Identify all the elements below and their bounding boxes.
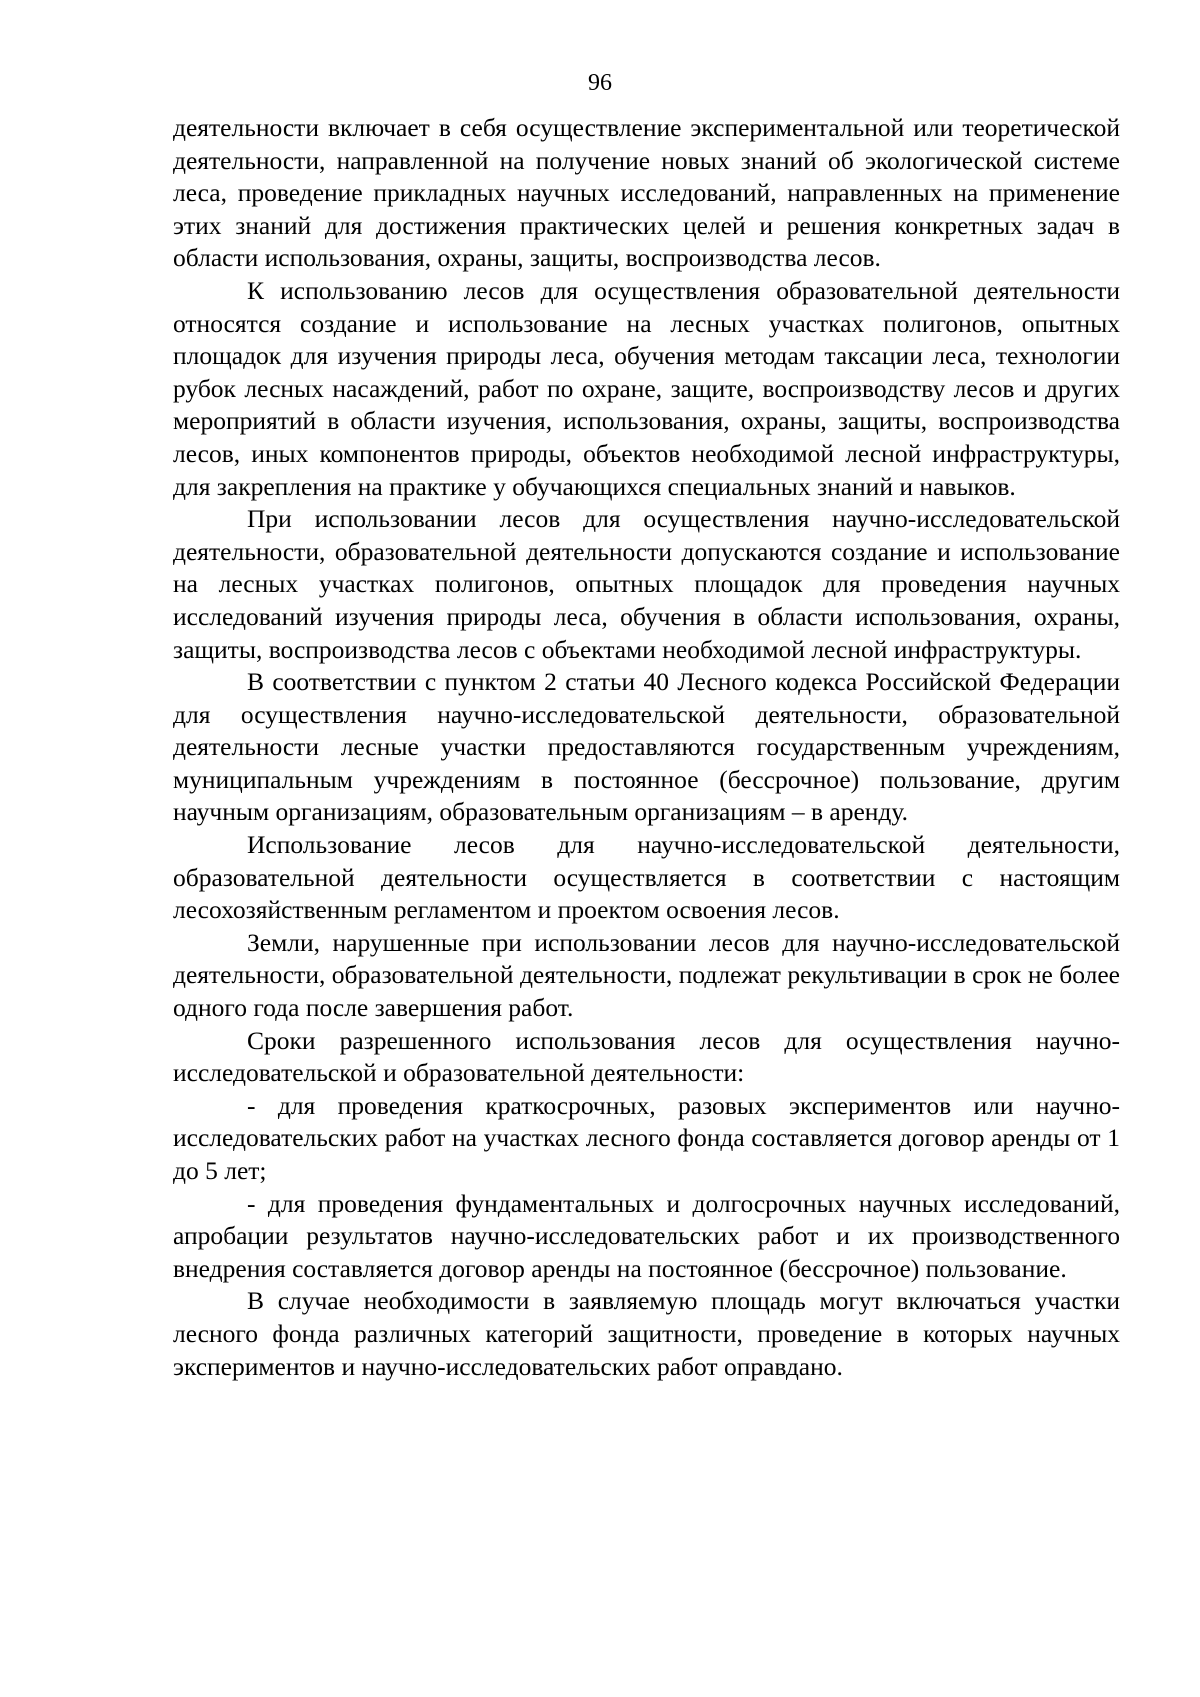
list-item-short-term: - для проведения краткосрочных, разовых экспериментов или научно-исследовательских работ на участках лесного фонда составляется договор аренды от 1 до 5 лет; xyxy=(173,1090,1120,1185)
paragraph-protection-categories: В случае необходимости в заявляемую площадь могут включаться участки лесного фонда различных категорий защитности, проведение в которых научных экспериментов и научно-исследовательских работ оправдано. xyxy=(173,1286,1120,1381)
paragraph-forest-code-article: В соответствии с пунктом 2 статьи 40 Лесного кодекса Российской Федерации для осуществления научно-исследовательской деятельности, образовательной деятельности лесные участки предоставляются государственным учреждениям, муниципальным учреждениям в постоянное (бессрочное) пользование, другим научным организациям, образовательным организациям – в аренду. xyxy=(173,667,1120,827)
paragraph-use-terms-intro: Сроки разрешенного использования лесов для осуществления научно-исследовательской и образовательной деятельности: xyxy=(173,1025,1120,1088)
list-item-long-term: - для проведения фундаментальных и долгосрочных научных исследований, апробации результатов научно-исследовательских работ и их производственного внедрения составляется договор аренды на постоянное (бессрочное) пользование. xyxy=(173,1188,1120,1283)
paragraph-regulation-compliance: Использование лесов для научно-исследовательской деятельности, образовательной деятельности осуществляется в соответствии с настоящим лесохозяйственным регламентом и проектом освоения лесов. xyxy=(173,830,1120,925)
paragraph-educational-use: К использованию лесов для осуществления образовательной деятельности относятся создание и использование на лесных участках полигонов, опытных площадок для изучения природы леса, обучения методам таксации леса, технологии рубок лесных насаждений, работ по охране, защите, воспроизводству лесов и других мероприятий в области изучения, использования, охраны, защиты, воспроизводства лесов, иных компонентов природы, объектов необходимой лесной инфраструктуры, для закрепления на практике у обучающихся специальных знаний и навыков. xyxy=(173,275,1120,501)
paragraph-research-facilities: При использовании лесов для осуществления научно-исследовательской деятельности, образовательной деятельности допускаются создание и использование на лесных участках полигонов, опытных площадок для проведения научных исследований изучения природы леса, обучения в области использования, охраны, защиты, воспроизводства лесов с объектами необходимой лесной инфраструктуры. xyxy=(173,504,1120,664)
paragraph-continuation: деятельности включает в себя осуществление экспериментальной или теоретической деятельности, направленной на получение новых знаний об экологической системе леса, проведение прикладных научных исследований, направленных на применение этих знаний для достижения практических целей и решения конкретных задач в области использования, охраны, защиты, воспроизводства лесов. xyxy=(173,113,1120,273)
paragraph-land-reclamation: Земли, нарушенные при использовании лесов для научно-исследовательской деятельности, образовательной деятельности, подлежат рекультивации в срок не более одного года после завершения работ. xyxy=(173,927,1120,1023)
page-number: 96 xyxy=(588,70,612,96)
document-body xyxy=(173,112,1120,1383)
